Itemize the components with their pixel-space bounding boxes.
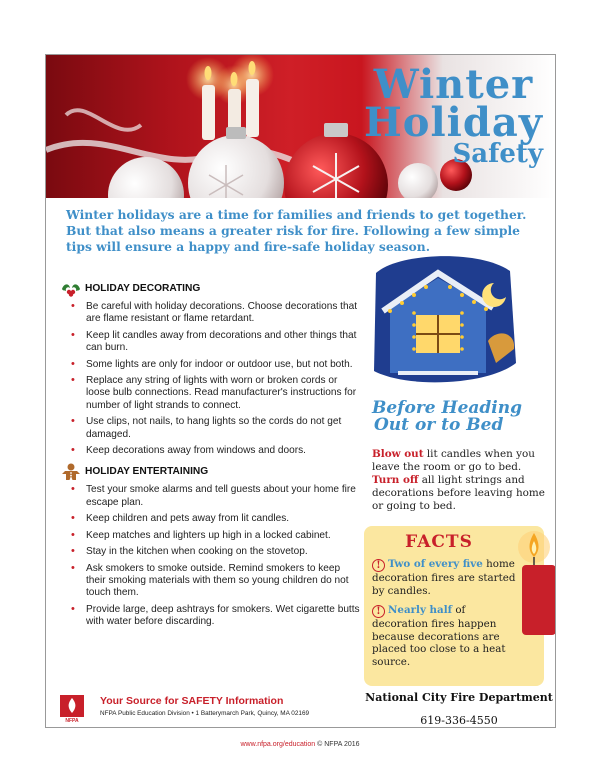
blow-out-text: lit candles when you leave the room or go to bed. <box>372 448 535 473</box>
list-item: • Replace any string of lights with worn or broken cords or loose bulb connections. Read manufacturer's instructions for number of light strands to connect. <box>70 375 360 412</box>
before-bed-title-line1: Before Heading <box>372 398 523 418</box>
footer-address: NFPA Public Education Division • 1 Batterymarch Park, Quincy, MA 02169 <box>100 710 310 717</box>
fact-2-highlight: Nearly half <box>388 604 453 616</box>
fact-1-text: home decoration fires are started by candles. <box>372 558 516 597</box>
title-holiday: Holiday <box>364 99 543 146</box>
decorating-heading <box>60 280 360 298</box>
entertaining-heading-label: HOLIDAY ENTERTAINING <box>85 466 209 478</box>
fact-1-highlight: Two of every five <box>388 558 483 570</box>
footer-tagline: Your Source for SAFETY Information <box>100 695 284 707</box>
gingerbread-icon <box>60 463 82 481</box>
facts-box <box>364 526 544 686</box>
turn-off-label: Turn off <box>372 474 419 486</box>
candle-icon <box>518 529 556 639</box>
list-item: • Provide large, deep ashtrays for smokers. Wet cigarette butts with water before discarding. <box>70 604 360 629</box>
title-safety: Safety <box>452 139 543 169</box>
list-item: • Keep matches and lighters up high in a locked cabinet. <box>70 530 360 542</box>
list-item: • Some lights are only for indoor or outdoor use, but not both. <box>70 359 360 371</box>
list-item: • Ask smokers to smoke outside. Remind smokers to keep their smoking materials with them so young children do not touch them. <box>70 563 360 600</box>
department-name: National City Fire Department <box>365 691 553 704</box>
copyright: © NFPA 2016 <box>315 741 360 748</box>
house-illustration <box>368 253 518 388</box>
before-bed-title <box>372 400 552 434</box>
alert-icon: ! <box>372 559 385 572</box>
footer <box>60 695 360 725</box>
alert-icon: ! <box>372 605 385 618</box>
nfpa-logo-text: NFPA <box>65 718 79 723</box>
holly-icon <box>60 280 82 298</box>
footer-url-line <box>0 741 600 748</box>
decorating-list <box>60 301 360 457</box>
intro-text: Winter holidays are a time for families and friends to get together. But that also means a greater risk for fire. Following a few simple tips will ensure a happy and fire-safe holiday season. <box>66 207 527 254</box>
list-item: • Be careful with holiday decorations. Choose decorations that are flame resistant or flame retardant. <box>70 301 360 326</box>
hero-banner <box>46 55 555 198</box>
before-bed-text <box>372 448 550 513</box>
turn-off-text: all light strings and decorations before leaving home or going to bed. <box>372 474 545 512</box>
fact-2-text: of decoration fires happen because decorations are placed too close to a heat source. <box>372 604 506 668</box>
facts-title: FACTS <box>405 532 473 552</box>
before-bed-title-line2: Out or to Bed <box>374 415 504 435</box>
list-item: • Keep children and pets away from lit candles. <box>70 513 360 525</box>
entertaining-heading <box>60 463 360 481</box>
nfpa-url-link[interactable]: www.nfpa.org/education <box>240 741 316 748</box>
blow-out-label: Blow out <box>372 448 424 460</box>
title-winter: Winter <box>373 61 534 108</box>
list-item: • Stay in the kitchen when cooking on the stovetop. <box>70 546 360 558</box>
list-item: • Keep lit candles away from decorations and other things that can burn. <box>70 330 360 355</box>
list-item: • Test your smoke alarms and tell guests about your home fire escape plan. <box>70 484 360 509</box>
tips-column <box>60 277 360 633</box>
fact-1 <box>372 558 522 597</box>
entertaining-list <box>60 484 360 628</box>
decorating-heading-label: HOLIDAY DECORATING <box>85 282 201 294</box>
department-phone: 619-336-4550 <box>420 714 498 727</box>
nfpa-logo <box>60 695 84 723</box>
fact-2 <box>372 604 522 668</box>
list-item: • Use clips, not nails, to hang lights so the cords do not get damaged. <box>70 416 360 441</box>
flyer-title <box>364 61 543 169</box>
flyer-frame <box>45 54 556 728</box>
list-item: • Keep decorations away from windows and doors. <box>70 445 360 457</box>
